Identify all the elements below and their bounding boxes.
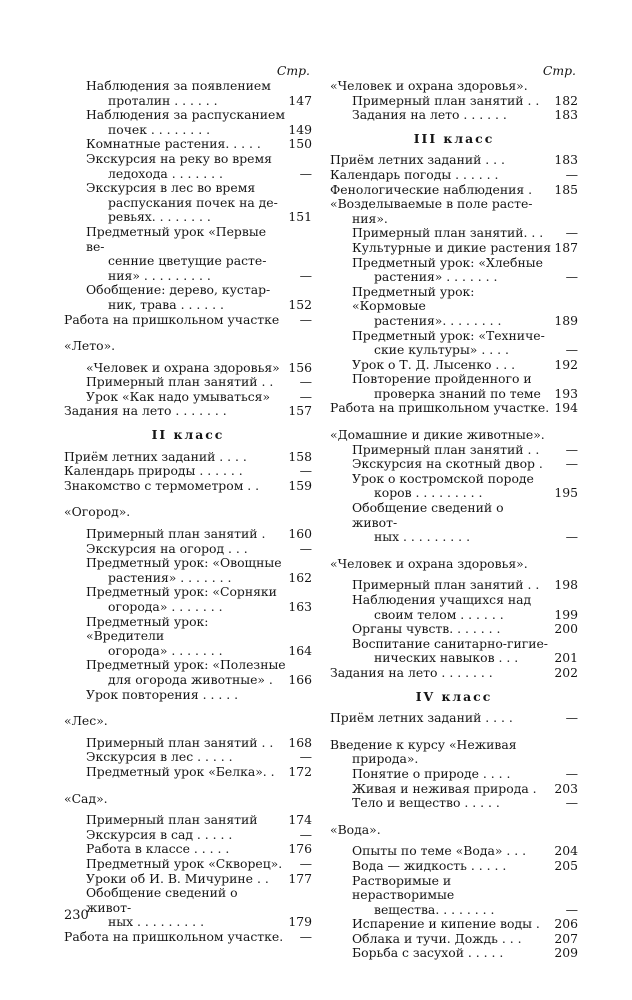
toc-entry-title: Предметный урок «Первые ве- <box>86 223 267 254</box>
toc-entry <box>330 108 578 123</box>
toc-entry <box>330 622 578 637</box>
toc-entry <box>330 844 578 859</box>
toc-entry-page: 185 <box>554 181 578 197</box>
toc-entry <box>64 152 312 167</box>
toc-entry <box>330 457 578 472</box>
toc-entry <box>330 212 578 227</box>
toc-entry-title: сенние цветущие расте- <box>108 253 267 269</box>
toc-entry-title: ревьях. . . . . . . . <box>108 209 211 225</box>
toc-entries-left <box>64 79 312 944</box>
toc-entry-title: «Вода». <box>330 821 381 837</box>
toc-entry-title: Экскурсия в сад . . . . . <box>86 826 233 842</box>
toc-entry-title: проталин . . . . . . <box>108 92 218 108</box>
toc-entry-title: Понятие о природе . . . . <box>352 765 511 781</box>
toc-entry-page: — <box>299 388 312 404</box>
toc-entry-title: Обобщение: дерево, кустар- <box>86 282 271 298</box>
toc-entry <box>64 750 312 765</box>
toc-entry-title: Задания на лето . . . . . . . <box>330 664 493 680</box>
toc-entry <box>64 915 312 930</box>
toc-entry <box>64 813 312 828</box>
toc-entry-title: «Лето». <box>64 338 116 354</box>
toc-entry-page: 199 <box>554 606 578 622</box>
toc-entry <box>64 361 312 376</box>
toc-entry-title: для огорода животные» . <box>108 671 273 687</box>
toc-entry <box>330 859 578 874</box>
toc-entry-title: Введение к курсу «Неживая <box>330 736 517 752</box>
toc-entry <box>330 314 578 329</box>
toc-entry-title: Примерный план занятий . <box>86 526 266 542</box>
toc-entry <box>330 197 578 212</box>
toc-entry <box>330 358 578 373</box>
toc-entry <box>64 792 312 807</box>
toc-entry-page: — <box>565 795 578 811</box>
toc-entry-title: Растворимые и нерастворимые <box>352 872 455 903</box>
toc-entry-title: Приём летних заданий . . . <box>330 152 505 168</box>
toc-entry <box>64 196 312 211</box>
toc-entry-title: Облака и тучи. Дождь . . . <box>352 930 522 946</box>
toc-entry-title: Обобщение сведений о живот- <box>86 885 238 915</box>
toc-entry-title: Живая и неживая природа . <box>352 780 537 796</box>
page-number: 230 <box>64 908 89 923</box>
toc-entry-title: Обобщение сведений о живот- <box>352 500 504 530</box>
toc-entry <box>64 542 312 557</box>
toc-entries-right <box>330 79 578 961</box>
toc-entry <box>64 137 312 152</box>
toc-entry-page: 203 <box>554 780 578 796</box>
toc-entry <box>330 932 578 947</box>
toc-entry <box>64 714 312 729</box>
toc-entry-page: 151 <box>288 209 312 225</box>
toc-entry <box>64 736 312 751</box>
toc-entry <box>330 796 578 811</box>
toc-entry <box>330 79 578 94</box>
toc-entry <box>64 886 312 915</box>
toc-entry-title: Экскурсия на огород . . . <box>86 540 248 556</box>
toc-entry <box>64 298 312 313</box>
toc-entry-title: Примерный план занятий . . <box>352 441 540 457</box>
toc-entry-page: 194 <box>554 400 578 416</box>
toc-entry-page: 168 <box>288 734 312 750</box>
toc-entry-title: «Возделываемые в поле расте- <box>330 196 533 212</box>
toc-entry-title: Предметный урок «Скворец». <box>86 855 283 871</box>
toc-entry-title: Вода — жидкость . . . . . <box>352 857 507 873</box>
toc-entry-title: нических навыков . . . <box>374 650 519 666</box>
toc-entry-title: Приём летних заданий . . . . <box>64 448 247 464</box>
toc-entry-title: ных . . . . . . . . . <box>374 529 471 545</box>
toc-entry-title: «Огород». <box>64 504 131 520</box>
toc-entry-page: 207 <box>554 930 578 946</box>
toc-entry-page: 189 <box>554 312 578 328</box>
toc-entry <box>330 874 578 903</box>
toc-entry-page: 149 <box>288 121 312 137</box>
toc-entry-title: Задания на лето . . . . . . <box>352 107 507 123</box>
toc-entry <box>330 557 578 572</box>
toc-column-left <box>64 64 312 944</box>
toc-entry-title: Предметный урок: «Техниче- <box>352 327 545 343</box>
toc-entry-title: Предметный урок: «Хлебные <box>352 254 543 270</box>
toc-entry-title: ния» . . . . . . . . . <box>108 267 211 283</box>
toc-entry <box>64 313 312 328</box>
toc-entry-page: — <box>565 765 578 781</box>
toc-entry-title: Наблюдения за появлением <box>86 78 271 93</box>
toc-entry-title: Приём летних заданий . . . . <box>330 710 513 726</box>
toc-entry-title: Работа в классе . . . . . <box>86 841 230 857</box>
page-column-label: Стр. <box>542 63 576 78</box>
toc-entry-page: 192 <box>554 356 578 372</box>
toc-entry <box>64 181 312 196</box>
toc-entry <box>64 930 312 945</box>
toc-entry <box>64 339 312 354</box>
toc-entry-page: — <box>565 269 578 285</box>
toc-entry-title: Работа на пришкольном участке. <box>64 928 284 944</box>
toc-entry-title: Урок о Т. Д. Лысенко . . . <box>352 356 516 372</box>
toc-entry-title: огорода» . . . . . . . <box>108 599 223 614</box>
toc-entry-title: ледохода . . . . . . . <box>108 165 223 181</box>
spacer <box>330 545 578 557</box>
toc-entry-page: — <box>565 225 578 241</box>
toc-entry <box>64 872 312 887</box>
toc-entry <box>64 673 312 688</box>
toc-entry-title: «Человек и охрана здоровья» <box>86 359 280 375</box>
toc-entry <box>330 153 578 168</box>
toc-entry-page: 187 <box>554 239 578 255</box>
toc-entry-title: Борьба с засухой . . . . . <box>352 945 504 961</box>
toc-entry-title: ных . . . . . . . . . <box>108 914 205 930</box>
toc-entry <box>64 765 312 780</box>
toc-entry <box>64 94 312 109</box>
toc-entry <box>64 505 312 520</box>
spacer <box>330 726 578 738</box>
toc-entry <box>330 428 578 443</box>
toc-entry-title: Комнатные растения. . . . . <box>86 136 261 152</box>
spacer <box>64 780 312 792</box>
toc-entry-page: 204 <box>554 843 578 859</box>
toc-entry-page: — <box>299 826 312 842</box>
toc-entry-page: 160 <box>288 526 312 542</box>
toc-entry-page: 162 <box>288 569 312 585</box>
toc-entry <box>64 79 312 94</box>
toc-entry-title: Работа на пришкольном участке. <box>330 400 550 416</box>
toc-entry <box>330 329 578 344</box>
toc-entry-title: Работа на пришкольном участке <box>64 311 280 327</box>
toc-entry-title: Примерный план занятий . . <box>352 92 540 108</box>
toc-entry-page: 172 <box>288 763 312 779</box>
toc-entry <box>64 857 312 872</box>
toc-entry-title: Знакомство с термометром . . <box>64 477 260 493</box>
toc-entry <box>64 600 312 615</box>
toc-entry <box>330 711 578 726</box>
toc-entry <box>64 375 312 390</box>
toc-entry-page: 147 <box>288 92 312 108</box>
toc-entry-page: — <box>299 540 312 556</box>
toc-entry-page: 177 <box>288 870 312 886</box>
toc-entry-title: Календарь погоды . . . . . . <box>330 166 499 182</box>
toc-entry-title: Испарение и кипение воды . <box>352 916 540 932</box>
toc-entry <box>330 472 578 487</box>
toc-entry-page: 183 <box>554 107 578 123</box>
toc-entry <box>64 688 312 703</box>
toc-entry-page: — <box>565 441 578 457</box>
toc-entry-page: 150 <box>288 136 312 152</box>
toc-entry <box>64 254 312 269</box>
toc-entry-title: проверка знаний по теме <box>374 385 541 401</box>
toc-entry <box>330 486 578 501</box>
toc-entry <box>64 269 312 284</box>
toc-entry <box>330 578 578 593</box>
toc-entry <box>330 917 578 932</box>
toc-entry <box>64 404 312 419</box>
toc-entry-title: Примерный план занятий. . . <box>352 225 544 241</box>
toc-entry-title: Урок повторения . . . . . <box>86 686 239 702</box>
toc-entry-page: — <box>565 901 578 917</box>
toc-entry-page: — <box>299 267 312 283</box>
toc-entry <box>330 387 578 402</box>
toc-entry-page: 201 <box>554 650 578 666</box>
toc-entry <box>64 615 312 644</box>
grade-heading: II класс <box>151 427 225 443</box>
toc-entry-title: Уроки об И. В. Мичурине . . <box>86 870 269 886</box>
toc-entry-page: 159 <box>288 477 312 493</box>
toc-entry-title: распускания почек на де- <box>108 194 278 210</box>
toc-entry <box>330 94 578 109</box>
toc-entry <box>330 343 578 358</box>
toc-entry-title: Предметный урок: «Овощные <box>86 555 282 571</box>
toc-entry <box>64 842 312 857</box>
toc-entry <box>64 123 312 138</box>
toc-entry-page: 198 <box>554 577 578 593</box>
toc-column-right <box>330 64 578 961</box>
toc-entry-page: — <box>299 374 312 390</box>
toc-entry-page: — <box>565 529 578 545</box>
toc-entry <box>330 443 578 458</box>
toc-entry <box>64 571 312 586</box>
toc-entry <box>64 390 312 405</box>
toc-entry-title: «Сад». <box>64 790 108 806</box>
toc-entry-title: растения». . . . . . . . <box>374 312 502 328</box>
toc-entry-page: — <box>299 463 312 479</box>
toc-entry-page: 200 <box>554 621 578 637</box>
toc-entry-title: «Домашние и дикие животные». <box>330 427 545 443</box>
toc-entry-page: 156 <box>288 359 312 375</box>
toc-entry <box>330 530 578 545</box>
toc-entry-title: Примерный план занятий . . <box>86 734 274 750</box>
toc-entry-title: Повторение пройденного и <box>352 371 532 387</box>
toc-entry <box>330 752 578 767</box>
toc-entry-title: Предметный урок: «Вредители <box>86 613 209 644</box>
toc-entry-page: 174 <box>288 812 312 828</box>
toc-entry <box>330 226 578 241</box>
toc-entry-title: природа». <box>352 751 419 767</box>
toc-entry <box>64 283 312 298</box>
toc-entry-title: вещества. . . . . . . . <box>374 901 495 917</box>
toc-entry-title: Воспитание санитарно-гигие- <box>352 635 548 651</box>
toc-entry-page: 163 <box>288 599 312 614</box>
toc-entry-page: 205 <box>554 857 578 873</box>
toc-entry <box>330 738 578 753</box>
toc-entry <box>330 666 578 681</box>
toc-entry-page: — <box>565 710 578 726</box>
toc-entry-page: 157 <box>288 403 312 419</box>
toc-entry-title: «Человек и охрана здоровья». <box>330 555 528 571</box>
toc-entry-title: Тело и вещество . . . . . <box>352 795 500 811</box>
toc-entry-page: — <box>565 166 578 182</box>
toc-entry <box>330 256 578 271</box>
toc-entry-page: 206 <box>554 916 578 932</box>
toc-entry <box>64 527 312 542</box>
toc-entry-title: Экскурсия в лес во время <box>86 180 256 196</box>
toc-entry-page: 152 <box>288 296 312 312</box>
toc-entry-page: — <box>299 749 312 765</box>
toc-entry-title: Культурные и дикие растения <box>352 239 552 255</box>
toc-entry-title: Опыты по теме «Вода» . . . <box>352 843 527 859</box>
toc-entry-title: Наблюдения за распусканием <box>86 107 285 123</box>
toc-entry-title: Экскурсия в лес . . . . . <box>86 749 233 765</box>
toc-entry <box>330 651 578 666</box>
toc-entry-title: Предметный урок: «Сорняки <box>86 584 277 600</box>
toc-entry <box>330 168 578 183</box>
toc-entry-page: — <box>299 855 312 871</box>
toc-entry <box>330 241 578 256</box>
toc-entry <box>64 225 312 254</box>
toc-entry-title: Предметный урок: «Полезные <box>86 657 286 673</box>
toc-entry <box>330 501 578 530</box>
toc-entry-page: 209 <box>554 945 578 961</box>
toc-entry-title: «Лес». <box>64 713 108 729</box>
toc-entry <box>330 270 578 285</box>
toc-entry <box>64 644 312 659</box>
toc-entry-title: «Человек и охрана здоровья». <box>330 78 528 93</box>
toc-entry-title: Наблюдения учащихся над <box>352 592 532 607</box>
toc-entry-title: ник, трава . . . . . . <box>108 296 224 312</box>
toc-entry <box>330 285 578 314</box>
toc-entry-title: ские культуры» . . . . <box>374 342 509 358</box>
toc-entry-title: Экскурсия на скотный двор . <box>352 456 543 472</box>
toc-entry <box>64 210 312 225</box>
toc-entry-title: растения» . . . . . . . <box>374 269 498 285</box>
page-column-label: Стр. <box>276 63 310 78</box>
toc-entry-title: своим телом . . . . . . <box>374 606 504 622</box>
toc-entry <box>330 183 578 198</box>
toc-entry-title: Примерный план занятий <box>86 812 258 828</box>
toc-entry-page: — <box>565 456 578 472</box>
toc-entry <box>64 479 312 494</box>
toc-entry <box>64 450 312 465</box>
toc-entry <box>330 946 578 961</box>
toc-entry-title: Урок «Как надо умываться» <box>86 388 271 404</box>
toc-entry <box>64 464 312 479</box>
toc-entry-page: — <box>299 928 312 944</box>
grade-heading: III класс <box>413 130 495 146</box>
toc-entry-page: — <box>299 311 312 327</box>
toc-entry <box>64 658 312 673</box>
toc-entry <box>64 585 312 600</box>
toc-entry <box>330 903 578 918</box>
toc-entry-title: Задания на лето . . . . . . . <box>64 403 227 419</box>
toc-entry-page: 193 <box>554 385 578 401</box>
toc-entry-title: Календарь природы . . . . . . <box>64 463 243 479</box>
toc-entry-title: Фенологические наблюдения . <box>330 181 533 197</box>
toc-entry <box>330 637 578 652</box>
toc-entry-title: Органы чувств. . . . . . . <box>352 621 501 637</box>
toc-entry-page: — <box>299 165 312 181</box>
toc-entry-page: 176 <box>288 841 312 857</box>
toc-entry-page: 164 <box>288 642 312 658</box>
toc-entry-title: Предметный урок: «Кормовые <box>352 283 475 314</box>
toc-entry-page: 183 <box>554 152 578 168</box>
grade-heading: IV класс <box>415 688 493 704</box>
toc-entry <box>64 556 312 571</box>
toc-entry <box>330 401 578 416</box>
toc-entry-title: Урок о костромской породе <box>352 470 534 486</box>
toc-entry <box>330 372 578 387</box>
toc-entry <box>330 593 578 608</box>
toc-entry-title: почек . . . . . . . . <box>108 121 211 137</box>
toc-entry-page: — <box>565 342 578 358</box>
toc-entry <box>330 608 578 623</box>
toc-entry-page: 182 <box>554 92 578 108</box>
toc-entry <box>330 823 578 838</box>
spacer <box>330 811 578 823</box>
toc-entry-page: 202 <box>554 664 578 680</box>
toc-entry-title: огорода» . . . . . . . <box>108 642 223 658</box>
toc-entry-page: 166 <box>288 671 312 687</box>
toc-entry-page: 158 <box>288 448 312 464</box>
toc-entry <box>64 108 312 123</box>
toc-entry-title: Предметный урок «Белка». . <box>86 763 275 779</box>
toc-entry-title: ния». <box>352 210 388 226</box>
toc-entry-title: Экскурсия на реку во время <box>86 150 272 166</box>
toc-entry <box>330 782 578 797</box>
toc-entry-page: 195 <box>554 485 578 501</box>
toc-entry <box>64 828 312 843</box>
toc-entry-title: коров . . . . . . . . . <box>374 485 483 501</box>
toc-entry-title: растения» . . . . . . . <box>108 569 232 585</box>
toc-entry <box>64 167 312 182</box>
toc-entry-title: Примерный план занятий . . <box>86 374 274 390</box>
toc-entry-page: 179 <box>288 914 312 930</box>
toc-entry-title: Примерный план занятий . . <box>352 577 540 593</box>
toc-entry <box>330 767 578 782</box>
